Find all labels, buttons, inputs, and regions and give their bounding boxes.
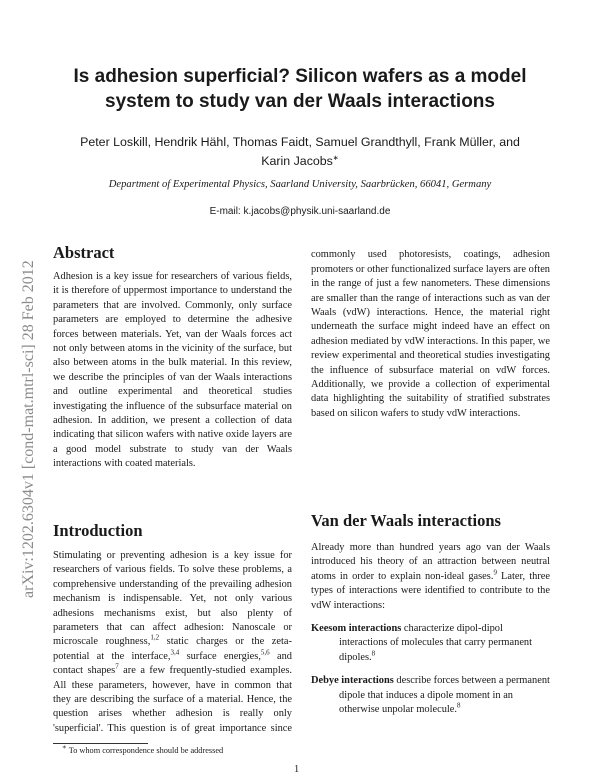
keesom-definition-text bbox=[311, 622, 550, 665]
keesom-term: Keesom interactions bbox=[311, 623, 402, 635]
paper-title bbox=[40, 64, 560, 114]
vdw-paragraph bbox=[311, 541, 550, 613]
citation: 3,4 bbox=[170, 648, 180, 657]
intro-text-5-cont: commonly used photoresists, coatings, adhesion promoters or other functionalized surface layers are often in the range of just a few nanometers. These dimensions are smaller than the range of interactions such as van der Waals (vdW) interactions. Hence, the material right underneath the surface might indeed have an effect on adhesion mediated by vdW interactions. In this paper, we review experimental and theoretical studies investigating the influence of subsurface material on vdW forces. Additionally, we provide a collection of experimental data highlighting the suitability of stratified substrates based on silicon wafers to study vdW interactions. bbox=[311, 249, 550, 419]
footnote bbox=[62, 743, 224, 755]
title-line-1: Is adhesion superficial? Silicon wafers as a model bbox=[73, 66, 527, 87]
vdw-text-1: Already more than hundred years ago van der Waals introduced his theory of an attraction between neutral atoms in order to explain non-ideal gases. bbox=[311, 542, 550, 582]
introduction-paragraph bbox=[53, 549, 292, 734]
intro-text-1: Stimulating or preventing adhesion is a key issue for researchers of various fields. To solve these problems, a comprehensive understanding of the prevailing adhesion mechanism is indispensable. Yet, not only various adhesions mechanisms exist, but also plenty of parameters that can affect adhesion: Nanoscale or microscale roughness, bbox=[53, 550, 292, 648]
abstract-text: Adhesion is a key issue for researchers of various fields, it is therefore of uppermost importance to understand the parameters that are involved. Commonly, only surface parameters are employed to determine the adhesive forces between materials. Yet, van der Waals forces act not only between atoms in the vicinity of the surface, but also between atoms in the bulk material. In this review, we describe the principles of van der Waals interactions and outline experimental and theoretical studies investigating the influence of the subsurface material on adhesion. In addition, we present a collection of data indicating that silicon wafers with native oxide layers are a good model substrate to study van der Waals interactions with coated materials. bbox=[53, 271, 292, 470]
vdw-text-2: Later, three types of interactions were identified to contribute to the vdW interactions: bbox=[311, 570, 551, 611]
debye-text: describe forces between a permanent dipole that induces a dipole moment in an otherwise unpolar molecule. bbox=[339, 675, 550, 716]
debye-definition bbox=[311, 674, 550, 717]
page-number: 1 bbox=[294, 764, 300, 775]
title-line-2: system to study van der Waals interactions bbox=[105, 91, 495, 112]
footnote-text: To whom correspondence should be addressed bbox=[68, 746, 224, 755]
vdw-heading: Van der Waals interactions bbox=[311, 511, 501, 530]
introduction-text-left bbox=[53, 549, 292, 734]
corresponding-author-mark: ∗ bbox=[332, 154, 339, 162]
footnote-mark: ∗ bbox=[62, 743, 67, 752]
intro-text-3: surface energies, bbox=[179, 650, 261, 662]
author-email: E-mail: k.jacobs@physik.uni-saarland.de bbox=[209, 206, 391, 217]
introduction-section-start bbox=[53, 521, 292, 541]
introduction-heading: Introduction bbox=[53, 521, 143, 540]
arxiv-stamp: arXiv:1202.6304v1 [cond-mat.mtrl-sci] 28 Feb 2012 bbox=[20, 260, 37, 598]
authors-line-2-text: Karin Jacobs bbox=[261, 154, 333, 168]
introduction-continuation bbox=[311, 247, 550, 421]
abstract-section bbox=[53, 243, 292, 472]
citation: 9 bbox=[493, 568, 497, 577]
author-list bbox=[60, 133, 540, 171]
citation: 7 bbox=[115, 662, 119, 671]
citation: 8 bbox=[457, 701, 461, 710]
affiliation: Department of Experimental Physics, Saarland University, Saarbrücken, 66041, Germany bbox=[108, 179, 492, 190]
debye-term: Debye interactions bbox=[311, 675, 394, 687]
introduction-text-right bbox=[311, 247, 550, 491]
footnote-rule bbox=[53, 743, 148, 744]
abstract-heading: Abstract bbox=[53, 243, 115, 262]
keesom-text: characterize dipol-dipol interactions of molecules that carry permanent dipoles. bbox=[339, 623, 533, 663]
introduction-paragraph-continued bbox=[311, 247, 550, 421]
citation: 1,2 bbox=[150, 633, 160, 642]
vdw-section bbox=[311, 511, 550, 717]
keesom-definition bbox=[311, 622, 550, 665]
intro-text-2: static charges or the zeta-potential at the interface, bbox=[53, 636, 292, 662]
intro-text-5: are a few frequently-studied examples. All these parameters, however, have in common that they are describing the surface of a material. Hence, the question arises whether adhesion is really only 'superficial'. This question is of great importance since bbox=[53, 665, 292, 734]
authors-line-2 bbox=[60, 152, 540, 171]
authors-line-1: Peter Loskill, Hendrik Hähl, Thomas Faidt, Samuel Grandthyll, Frank Müller, and bbox=[80, 135, 520, 149]
intro-text-4: and contact shapes bbox=[53, 650, 292, 677]
citation: 5,6 bbox=[260, 648, 270, 657]
debye-definition-text bbox=[311, 674, 550, 717]
citation: 8 bbox=[371, 649, 376, 658]
